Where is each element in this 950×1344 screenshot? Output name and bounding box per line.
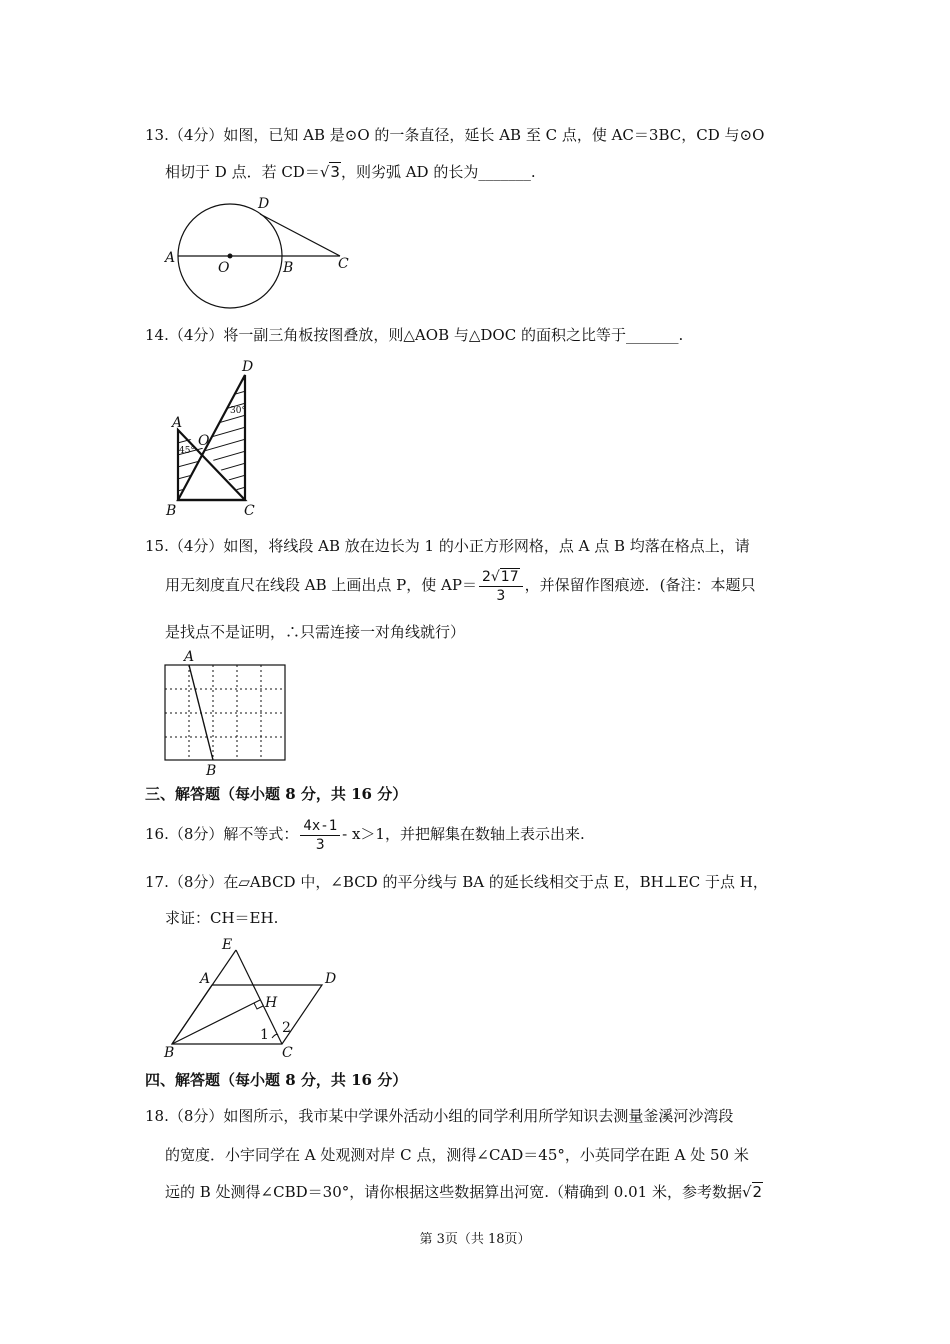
q15-figure [160,648,290,778]
q17-figure [160,935,350,1065]
q18-line2: 的宽度．小宇同学在 A 处观测对岸 C 点，测得∠CAD＝45°，小英同学在距 A 处 50 米 [165,1146,749,1164]
q14-angle-30: 30° [230,406,246,416]
q14-angle-45: 45° [179,446,195,456]
q17-label-a: A [200,971,211,987]
q14-label-c: C [244,503,255,519]
q13-figure [160,190,360,310]
q17-label-b: B [164,1045,175,1061]
q14-text: 14.（4分）将一副三角板按图叠放，则△AOB 与△DOC 的面积之比等于_______. [145,326,684,344]
q18-sqrt: √2 [741,1183,763,1201]
q17-label-e: E [222,937,233,953]
section-3-heading: 三、解答题（每小题 8 分，共 16 分） [145,785,408,803]
q17-line1: 17.（8分）在▱ABCD 中，∠BCD 的平分线与 BA 的延长线相交于点 E，BH⊥EC 于点 H， [145,873,768,891]
q13-label-b: B [283,260,294,276]
q13-label-a: A [165,250,176,266]
q18-line1: 18.（8分）如图所示，我市某中学课外活动小组的同学利用所学知识去测量釜溪河沙湾段 [145,1107,734,1125]
q14-figure [160,355,270,520]
q13-sqrt: √3 [319,163,340,181]
q13-line2-post: ，则劣弧 AD 的长为_______. [340,163,536,181]
q13-line2-pre: 相切于 D 点．若 CD＝ [165,163,320,181]
section-4-heading: 四、解答题（每小题 8 分，共 16 分） [145,1071,408,1089]
q18-line3 [165,1182,763,1202]
q15-line3: 是找点不是证明，∴只需连接一对角线就行） [165,623,466,641]
q13-label-o: O [218,260,230,276]
q16-line [145,814,585,854]
q14-label-b: B [166,503,177,519]
q13-line1: 13.（4分）如图，已知 AB 是⊙O 的一条直径，延长 AB 至 C 点，使 AC＝3BC，CD 与⊙O [145,126,765,144]
q17-label-1: 1 [260,1027,269,1043]
q17-label-h: H [265,995,278,1011]
q16-pre: 16.（8分）解不等式： [145,825,299,843]
q15-label-b: B [206,763,217,779]
q15-line2-pre: 用无刻度直尺在线段 AB 上画出点 P，使 AP＝ [165,576,477,594]
q18-line3-pre: 远的 B 处测得∠CBD＝30°，请你根据这些数据算出河宽.（精确到 0.01 米，参考数据 [165,1183,742,1201]
page-footer: 第 3页（共 18页） [419,1232,531,1247]
q16-fraction: $\frac{4x-1}{3}$ [300,817,340,854]
q14-label-d: D [242,359,254,375]
q15-fraction: $\frac{2√17}{3}$ [479,568,523,605]
q16-post: - x＞1，并把解集在数轴上表示出来. [342,825,585,843]
q14-label-a: A [172,415,183,431]
q13-line2 [165,162,536,182]
q13-label-d: D [258,196,270,212]
q15-label-a: A [184,649,195,665]
q14-label-o: O [198,433,210,449]
q17-label-c: C [282,1045,293,1061]
q15-line2-post: ，并保留作图痕迹．(备注：本题只 [524,576,756,594]
q17-line2: 求证：CH＝EH. [165,909,279,927]
q15-line1: 15.（4分）如图，将线段 AB 放在边长为 1 的小正方形网格，点 A 点 B 均落在格点上，请 [145,537,750,555]
q15-line2 [165,565,755,605]
q17-label-d: D [325,971,337,987]
q13-label-c: C [338,256,349,272]
q17-label-2: 2 [282,1020,291,1036]
